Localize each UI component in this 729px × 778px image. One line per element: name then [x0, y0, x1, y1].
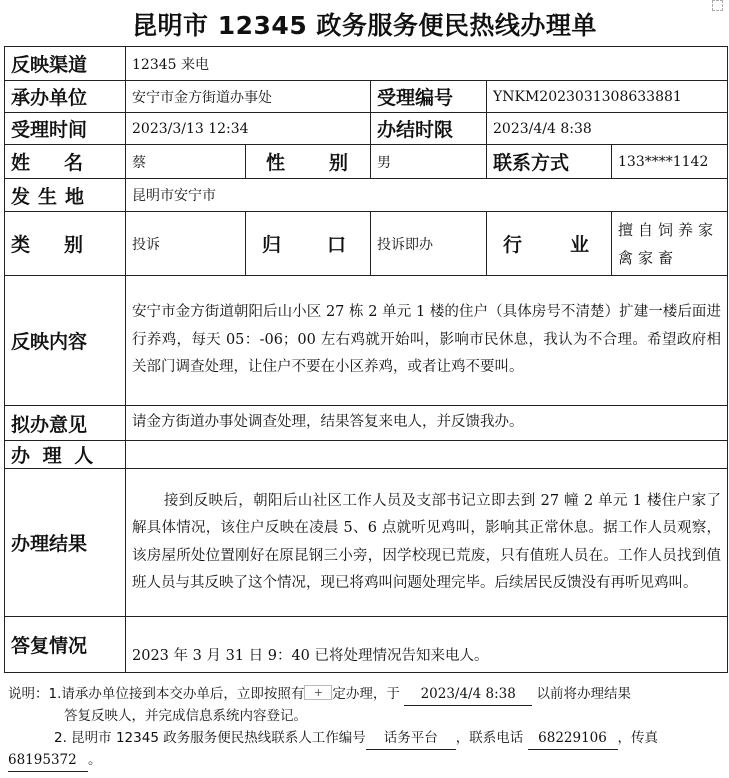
- note-line-2b: 68195372 。: [8, 750, 724, 772]
- accepttime-value: 2023/3/13 12:34: [126, 113, 371, 145]
- category-label: 类 别: [5, 212, 126, 276]
- note-fax: 68195372: [8, 750, 88, 772]
- note-line-1: 说明：1.请承办单位接到本交办单后，立即按照有 + 定办理，于 2023/4/4 8:38 以前将办理结果: [8, 684, 724, 706]
- name-value: 蔡: [126, 145, 246, 179]
- row-location: [5, 179, 728, 212]
- deadline-label: 办结时限: [371, 113, 487, 145]
- deadline-value: 2023/4/4 8:38: [487, 113, 728, 145]
- hotline-form-table: [4, 46, 728, 673]
- opinion-value: 请金方街道办事处调查处理，结果答复来电人，并反馈我办。: [126, 406, 728, 441]
- row-category: [5, 212, 728, 276]
- industry-label: 行 业: [487, 212, 612, 276]
- handler-value: [126, 441, 728, 469]
- name-label: 姓 名: [5, 145, 126, 179]
- handler-label: 办 理 人: [5, 441, 126, 469]
- row-content: [5, 276, 728, 406]
- belong-value: 投诉即办: [371, 212, 487, 276]
- row-person: [5, 145, 728, 179]
- location-value: 昆明市安宁市: [126, 179, 728, 212]
- note-deadline: 2023/4/4 8:38: [404, 684, 532, 706]
- add-icon: +: [304, 685, 332, 700]
- row-channel: [5, 47, 728, 81]
- row-handler: [5, 441, 728, 469]
- row-result: [5, 469, 728, 617]
- result-label: 办理结果: [5, 469, 126, 617]
- industry-value: 擅自饲养家禽家畜: [612, 212, 728, 276]
- reply-value: 2023 年 3 月 31 日 9：40 已将处理情况告知来电人。: [126, 617, 728, 673]
- accepttime-label: 受理时间: [5, 113, 126, 145]
- page-title: 昆明市 12345 政务服务便民热线办理单: [132, 11, 597, 40]
- gender-label: 性 别: [246, 145, 371, 179]
- unit-value: 安宁市金方街道办事处: [126, 81, 371, 113]
- note-line-2: 2. 昆明市 12345 政务服务便民热线联系人工作编号 话务平台 ，联系电话 68229106 ，传真: [8, 728, 724, 750]
- content-label: 反映内容: [5, 276, 126, 406]
- channel-label: 反映渠道: [5, 47, 126, 81]
- row-time: [5, 113, 728, 145]
- category-value: 投诉: [126, 212, 246, 276]
- location-label: 发生地: [5, 179, 126, 212]
- acceptno-value: YNKM2023031308633881: [487, 81, 728, 113]
- note-line-1b: 答复反映人，并完成信息系统内容登记。: [64, 708, 307, 724]
- opinion-label: 拟办意见: [5, 406, 126, 441]
- reply-label: 答复情况: [5, 617, 126, 673]
- row-opinion: [5, 406, 728, 441]
- instructions-notes: [8, 684, 724, 772]
- content-value: 安宁市金方街道朝阳后山小区 27 栋 2 单元 1 楼的住户（具体房号不清楚）扩建一楼后面进行养鸡，每天 05：-06；00 左右鸡就开始叫，影响市民休息，我认为不合理。希望政府相关部门调查处理，让住户不要在小区养鸡，或者让鸡不要叫。: [126, 276, 728, 406]
- result-value: 接到反映后，朝阳后山社区工作人员及支部书记立即去到 27 幢 2 单元 1 楼住户家了解具体情况，该住户反映在凌晨 5、6 点就听见鸡叫，影响其正常休息。据工作人员观察，该房屋所处位置刚好在原昆钢三小旁，因学校现已荒废，只有值班人员在。工作人员找到值班人员与其反映了这个情况，现已将鸡叫问题处理完毕。后续居民反馈没有再听见鸡叫。: [126, 469, 728, 617]
- row-reply: [5, 617, 728, 673]
- row-unit: [5, 81, 728, 113]
- belong-label: 归 口: [246, 212, 371, 276]
- channel-value: 12345 来电: [126, 47, 728, 81]
- gender-value: 男: [371, 145, 487, 179]
- unit-label: 承办单位: [5, 81, 126, 113]
- acceptno-label: 受理编号: [371, 81, 487, 113]
- note-phone: 68229106: [528, 728, 618, 750]
- contact-value: 133****1142: [612, 145, 728, 179]
- note-staff-id: 话务平台: [366, 728, 456, 750]
- contact-label: 联系方式: [487, 145, 612, 179]
